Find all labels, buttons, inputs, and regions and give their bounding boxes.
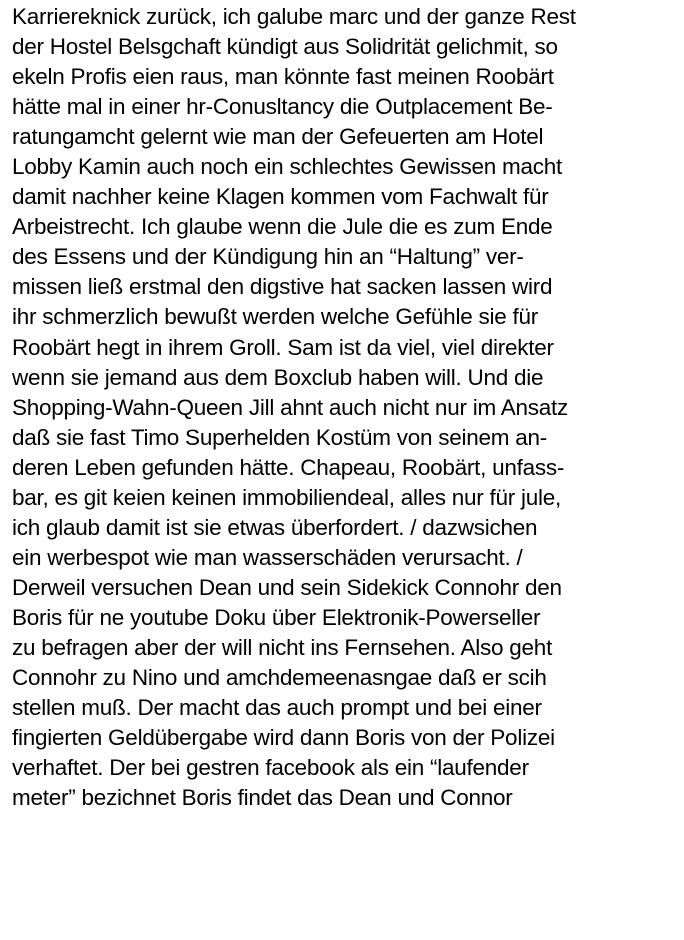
text-line: stellen muß. Der macht das auch prompt und bei einer — [12, 695, 542, 721]
text-line: Connohr zu Nino und amchdemeenasngae daß er scih — [12, 665, 547, 691]
text-line: Derweil versuchen Dean und sein Sidekick Connohr den — [12, 574, 562, 600]
text-line: wenn sie jemand aus dem Boxclub haben will. Und die — [12, 364, 544, 390]
text-line: fingierten Geldübergabe wird dann Boris von der Polizei — [12, 725, 555, 751]
text-line: Shopping-Wahn-Queen Jill ahnt auch nicht nur im Ansatz — [12, 394, 568, 420]
text-line: des Essens und der Kündigung hin an “Haltung” ver- — [12, 244, 524, 270]
text-line: Karriereknick zurück, ich galube marc und der ganze Rest — [12, 4, 576, 29]
text-line: bar, es git keien keinen immobiliendeal, alles nur für jule, — [12, 484, 562, 510]
text-line: Roobärt hegt in ihrem Groll. Sam ist da viel, viel direkter — [12, 334, 554, 360]
text-line: ihr schmerzlich bewußt werden welche Gefühle sie für — [12, 304, 538, 330]
text-line: verhaftet. Der bei gestren facebook als ein “laufender — [12, 755, 529, 781]
text-line: hätte mal in einer hr-Conusltancy die Outplacement Be- — [12, 94, 553, 120]
text-line: damit nachher keine Klagen kommen vom Fachwalt für — [12, 184, 549, 210]
text-line: daß sie fast Timo Superhelden Kostüm von seinem an- — [12, 424, 548, 450]
text-line: deren Leben gefunden hätte. Chapeau, Roobärt, unfass- — [12, 454, 565, 480]
text-line: zu befragen aber der will nicht ins Fernsehen. Also geht — [12, 634, 553, 660]
text-line: ein werbespot wie man wasserschäden verursacht. / — [12, 544, 523, 570]
text-line: ekeln Profis eien raus, man könnte fast meinen Roobärt — [12, 64, 554, 90]
text-line: missen ließ erstmal den digstive hat sacken lassen wird — [12, 274, 553, 300]
text-line: ratungamcht gelernt wie man der Gefeuerten am Hotel — [12, 124, 544, 150]
text-line: meter” bezichnet Boris findet das Dean und Connor — [12, 785, 513, 811]
text-line: der Hostel Belsgchaft kündigt aus Solidrität gelichmit, so — [12, 34, 558, 60]
text-line: Boris für ne youtube Doku über Elektronik-Powerseller — [12, 604, 541, 630]
body-text — [12, 2, 682, 813]
text-line: Arbeistrecht. Ich glaube wenn die Jule die es zum Ende — [12, 214, 553, 240]
text-line: Lobby Kamin auch noch ein schlechtes Gewissen macht — [12, 154, 563, 180]
text-line: ich glaub damit ist sie etwas überfordert. / dazwsichen — [12, 514, 538, 540]
